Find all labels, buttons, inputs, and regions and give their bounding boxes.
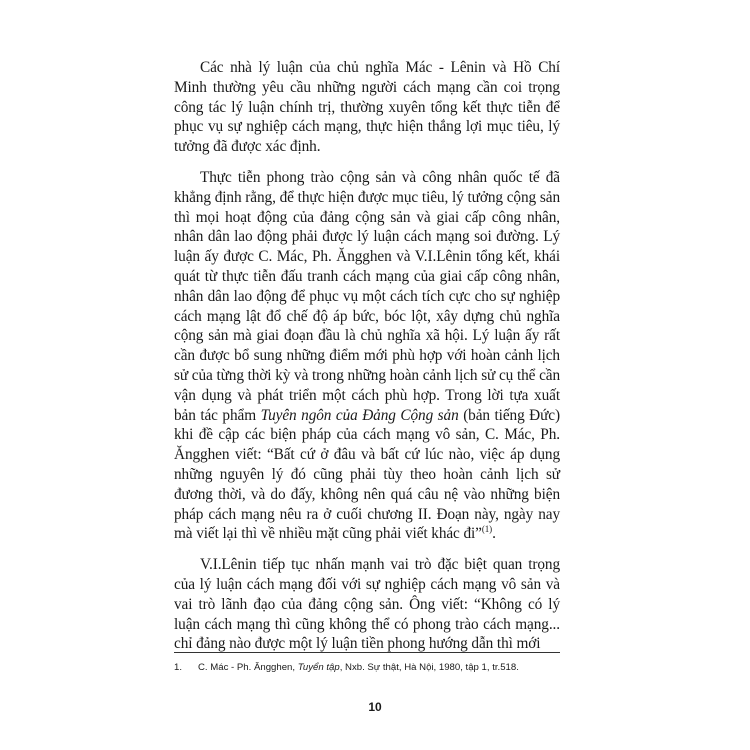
body-text: [174, 58, 560, 665]
page-number: 10: [368, 700, 382, 714]
footnote-text-a: C. Mác - Ph. Ăngghen,: [198, 662, 298, 673]
footnote-text-b: , Nxb. Sự thật, Hà Nội, 1980, tập 1, tr.518.: [339, 662, 519, 673]
paragraph-1-text: Các nhà lý luận của chủ nghĩa Mác - Lênin và Hồ Chí Minh thường yêu cầu những người cách mạng cần coi trọng công tác lý luận chính trị, thường xuyên tổng kết thực tiễn để phục vụ sự nghiệp cách mạng, thực hiện thắng lợi mục tiêu, lý tưởng đã được xác định.: [174, 59, 560, 156]
paragraph-2-text-b: (bản tiếng Đức) khi đề cập các biện pháp của cách mạng vô sản, C. Mác, Ph. Ăngghen viết: “Bất cứ ở đâu và bất cứ lúc nào, việc áp dụng những nguyên lý đó cũng phải tùy theo hoàn cảnh lịch sử đương thời, và do đấy, không nên quá câu nệ vào những biện pháp cách mạng nêu ra ở cuối chương II. Đoạn này, ngày nay mà viết lại thì về nhiều mặt cũng phải viết khác đi”: [174, 406, 560, 543]
book-title-italic: Tuyên ngôn của Đảng Cộng sản: [260, 406, 459, 424]
paragraph-2-text-a: Thực tiễn phong trào cộng sản và công nhân quốc tế đã khẳng định rằng, để thực hiện được mục tiêu, lý tưởng cộng sản thì mọi hoạt động của đảng cộng sản và giai cấp công nhân, nhân dân lao động phải được lý luận cách mạng soi đường. Lý luận ấy được C. Mác, Ph. Ăngghen và V.I.Lênin tổng kết, khái quát từ thực tiễn đấu tranh cách mạng của giai cấp công nhân, nhân dân lao động để phục vụ một cách tích cực cho sự nghiệp cách mạng lật đổ chế độ áp bức, bóc lột, xây dựng chủ nghĩa cộng sản mà giai đoạn đầu là chủ nghĩa xã hội. Lý luận ấy rất cần được bổ sung những điểm mới phù hợp với hoàn cảnh lịch sử của từng thời kỳ và trong những hoàn cảnh lịch sử cụ thể cần vận dụng và phát triển một cách phù hợp. Trong lời tựa xuất bản tác phẩm: [174, 168, 560, 424]
paragraph-2: [174, 168, 560, 544]
footnote-divider: [174, 652, 560, 653]
footnote-number: 1.: [174, 662, 183, 673]
footnote-title: Tuyển tập: [297, 662, 340, 673]
paragraph-2-end: .: [492, 525, 496, 543]
paragraph-1: [174, 58, 560, 157]
footnote-reference[interactable]: (1): [481, 524, 493, 535]
paragraph-3: [174, 555, 560, 654]
footnote: [174, 661, 560, 674]
paragraph-3-text: V.I.Lênin tiếp tục nhấn mạnh vai trò đặc biệt quan trọng của lý luận cách mạng đối với sự nghiệp cách mạng vô sản và vai trò lãnh đạo của đảng cộng sản. Ông viết: “Không có lý luận cách mạng thì cũng không thể có phong trào cách mạng... chỉ đảng nào được một lý luận tiền phong hướng dẫn thì mới: [174, 556, 560, 653]
